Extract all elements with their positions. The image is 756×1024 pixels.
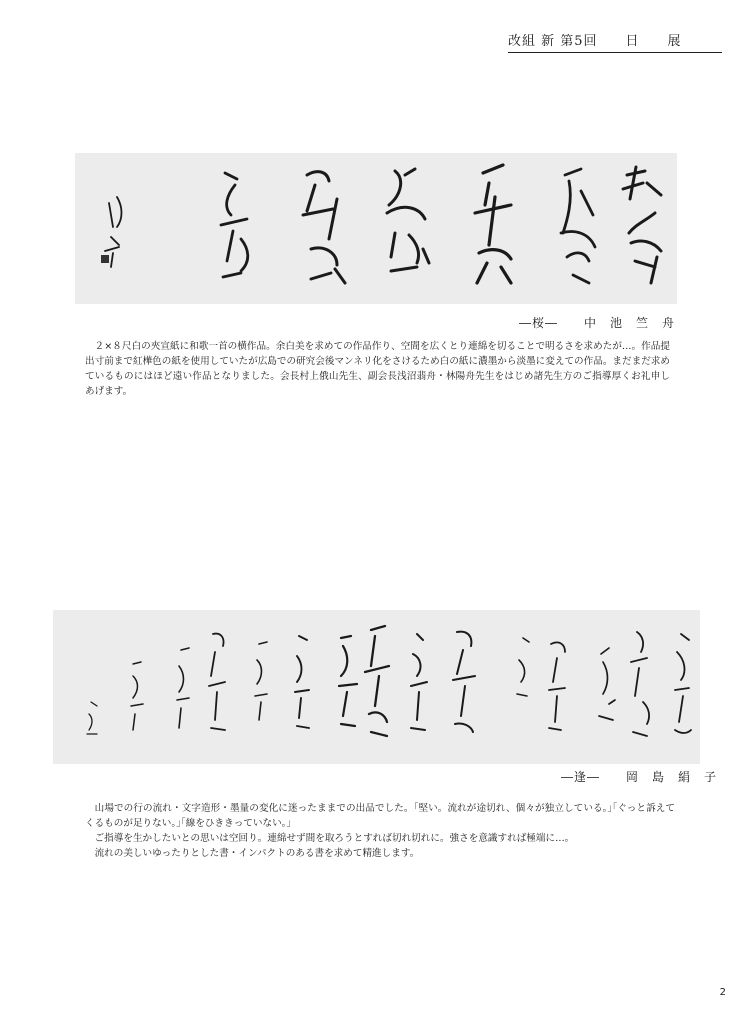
exhibition-header: 改組 新 第5回 日 展 xyxy=(508,30,722,53)
work-description-sakura xyxy=(85,339,670,399)
paragraph: ２×８尺白の夾宣紙に和歌一首の横作品。余白美を求めての作品作り、空間を広くとり連綿を切ることで明るさを求めたが…。作品提出寸前まで紅樺色の紙を使用していたが広島での研究会後マンネリ化をさけるため白の紙に濃墨から淡墨に変えての作品。まだまだ求めているものにはほど遠い作品となりました。会長村上俄山先生、副会長浅沼翡舟・林陽舟先生をはじめ諸先生方のご指導厚くお礼申しあげます。 xyxy=(85,341,670,397)
calligraphy-image-sakura xyxy=(75,153,677,304)
work-caption-sakura: ―桜― 中 池 竺 舟 xyxy=(519,316,676,330)
work-caption-au: ―逢― 岡 島 絹 子 xyxy=(561,770,718,784)
work-description-au xyxy=(85,801,675,861)
calligraphy-image-au xyxy=(53,610,700,764)
paragraph: ご指導を生かしたいとの思いは空回り。連綿せず間を取ろうとすれば切れ切れに。強さを意識すれば極端に…。 xyxy=(85,833,575,844)
paragraph: 山場での行の流れ・文字造形・墨量の変化に迷ったままでの出品でした。｢堅い。流れが途切れ、個々が独立している。｣｢ぐっと訴えてくるものが足りない。｣｢線をひききっていない。｣ xyxy=(85,803,675,829)
paragraph: 流れの美しいゆったりとした書・インパクトのある書を求めて精進します。 xyxy=(85,848,420,859)
page-number: 2 xyxy=(719,987,726,998)
